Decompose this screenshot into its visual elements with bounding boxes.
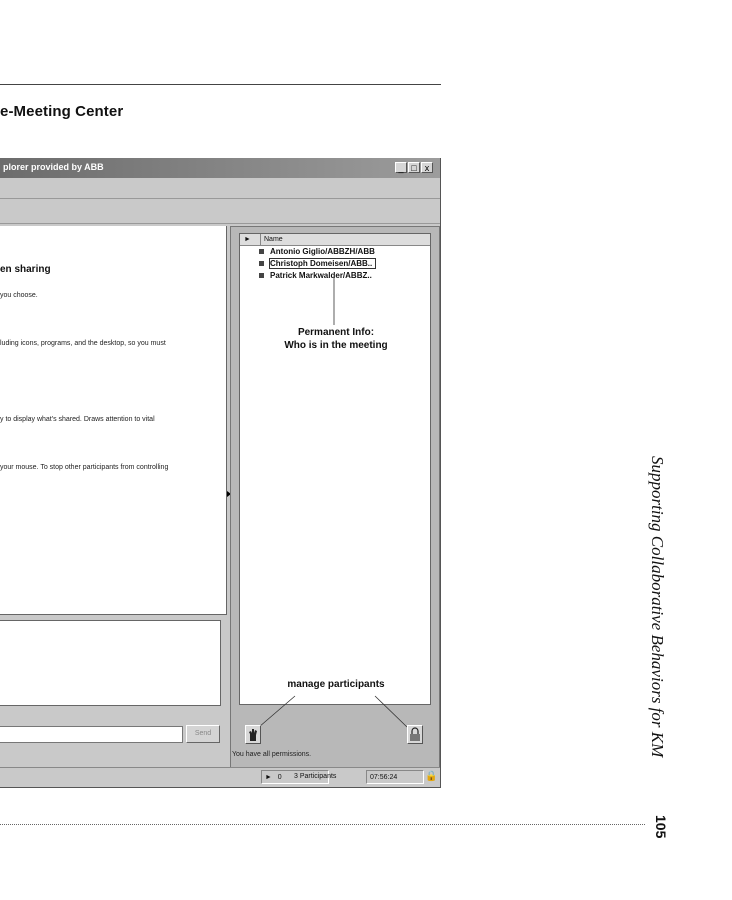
clock: 07:56:24 [366,770,424,784]
participant-item[interactable]: Antonio Giglio/ABBZH/ABB [270,247,375,256]
title-bar [0,158,440,178]
running-header-text: Supporting Collaborative Behaviors for KM [648,456,667,758]
screen-sharing-pane [0,226,227,615]
permissions-text: You have all permissions. [232,751,312,758]
minimize-button[interactable]: _ [395,162,407,173]
screenshot-window [0,158,441,788]
top-rule [0,84,441,85]
participants-panel [230,226,440,768]
screen-sharing-heading: en sharing [0,264,51,275]
name-column-header[interactable]: Name [260,234,283,245]
chat-transcript[interactable] [0,620,221,706]
participants-count: 3 Participants [294,773,337,780]
close-button[interactable]: x [421,162,433,173]
window-title: plorer provided by ABB [3,162,104,172]
section-heading: e-Meeting Center [0,103,124,120]
menu-bar [0,178,440,199]
page-number-text: 105 [653,815,669,839]
description-line: you choose. [0,292,38,299]
status-count: 0 [277,774,282,781]
lock-icon: 🔒 [425,771,438,782]
participant-item[interactable]: Patrick Markwalder/ABBZ.. [270,271,372,280]
maximize-button[interactable]: □ [408,162,420,173]
description-line: y to display what's shared. Draws attention to vital [0,416,155,423]
manage-annotation: manage participants [287,679,385,690]
participant-item[interactable]: Christoph Domeisen/ABB.. [270,259,375,268]
toolbar [0,199,440,224]
info-annotation-line2: Who is in the meeting [284,340,388,351]
message-input[interactable] [0,726,183,743]
running-header [649,456,667,806]
page-number [651,815,671,849]
hand-header-icon: ► [244,236,251,243]
footer-dotted-rule [0,824,645,825]
hand-icon[interactable] [245,725,261,744]
list-header [240,234,430,246]
info-annotation [250,326,422,352]
status-bar [0,767,440,787]
manage-participants-icon[interactable] [407,725,423,744]
hand-status-icon: ► [265,774,272,781]
info-annotation-line1: Permanent Info: [297,327,375,338]
description-line: your mouse. To stop other participants from controlling [0,464,169,471]
description-line: luding icons, programs, and the desktop, so you must [0,340,166,347]
send-button[interactable]: Send [186,725,220,743]
participant-list[interactable] [239,233,431,705]
